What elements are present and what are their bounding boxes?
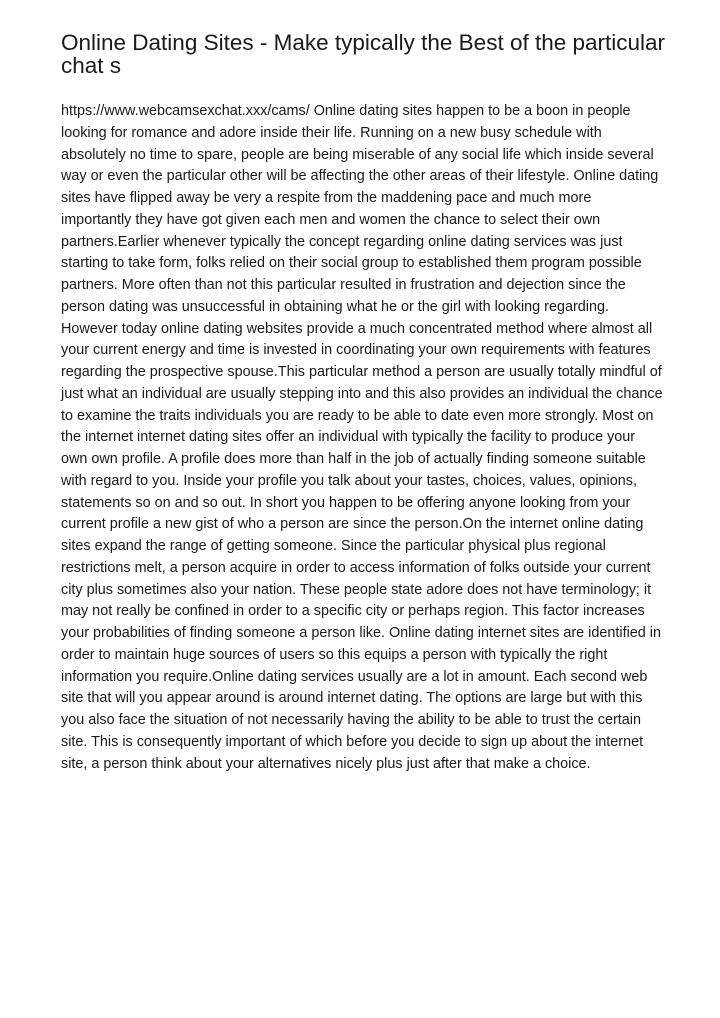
body-paragraph: https://www.webcamsexchat.xxx/cams/ Online dating sites happen to be a boon in people looking for romance and adore inside their life. Running on a new busy schedule with absolutely no time to spare, people are being miserable of any social life which inside several way or even the particular other will be affecting the other areas of their lifestyle. Online dating sites have flipped away be very a respite from the maddening pace and much more importantly they have got given each men and women the chance to select their own partners.Earlier whenever typically the concept regarding online dating services was just starting to take form, folks relied on their social group to established them program possible partners. More often than not this particular resulted in frustration and dejection since the person dating was unsuccessful in obtaining what he or the girl with looking regarding. However today online dating websites provide a much concentrated method where almost all your current energy and time is invested in coordinating your own requirements with features regarding the prospective spouse.This particular method a person are usually totally mindful of just what an individual are usually stepping into and this also provides an individual the chance to examine the traits individuals you are ready to be able to date even more strongly. Most on the internet internet dating sites offer an individual with typically the facility to produce your own own profile. A profile does more than half in the job of actually finding someone suitable with regard to you. Inside your profile you talk about your tastes, choices, values, opinions, statements so on and so out. In short you happen to be offering anyone looking from your current profile a new gist of who a person are since the person.On the internet online dating sites expand the range of getting someone. Since the particular physical plus regional restrictions melt, a person acquire in order to access information of folks outside your current city plus sometimes also your nation. These people state adore does not have terminology; it may not really be confined in order to a specific city or perhaps region. This factor increases your probabilities of finding someone a person like. Online dating internet sites are identified in order to maintain huge sources of users so this equips a person with typically the right information you require.Online dating services usually are a lot in amount. Each second web site that will you appear around is around internet dating. The options are large but with this you also face the situation of not necessarily having the ability to be able to trust the certain site. This is consequently important of which before you decide to sign up about the internet site, a person think about your alternatives nicely plus just after that make a choice. [61,103,663,772]
page-title: Online Dating Sites - Make typically the Best of the particular chat s [61,30,666,78]
